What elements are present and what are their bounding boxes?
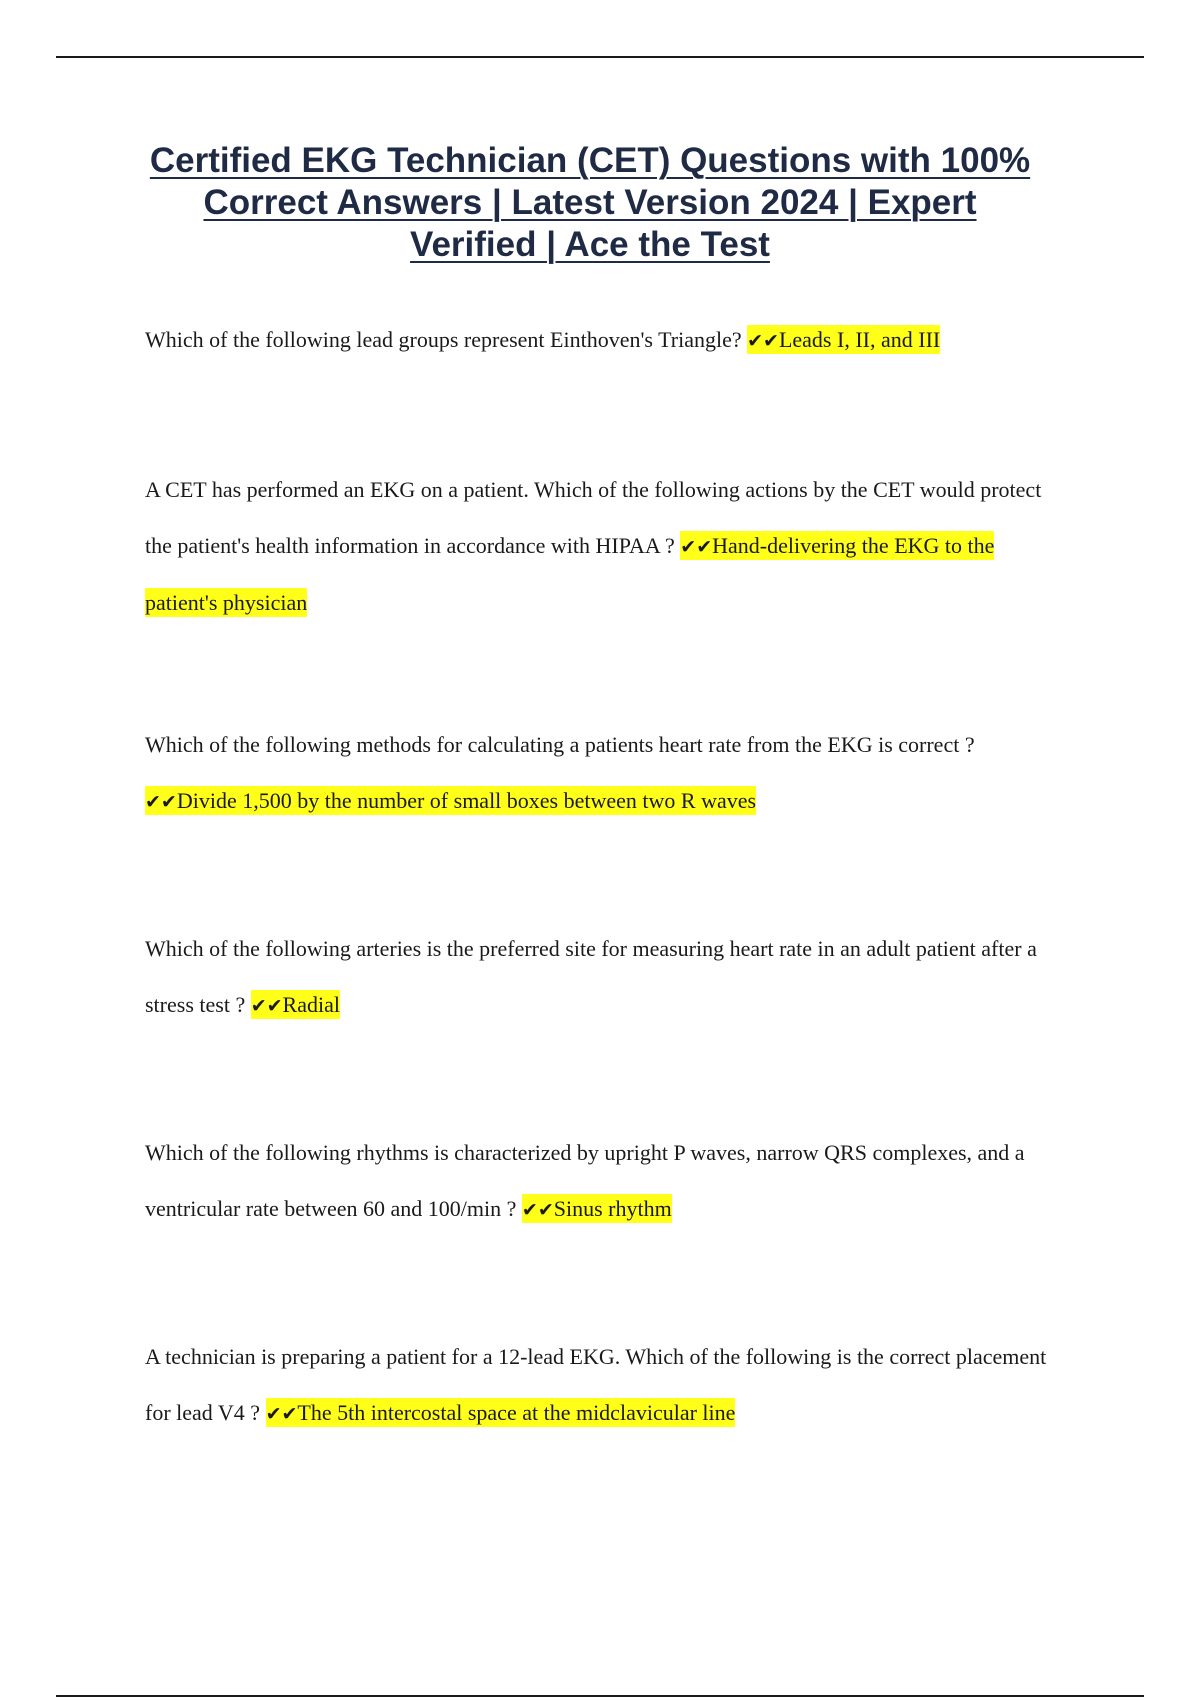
qa-item-6 (145, 1329, 1065, 1442)
qa-item-5 (145, 1125, 1065, 1238)
answer-text: Sinus rhythm (553, 1196, 672, 1221)
answer-highlight (145, 786, 756, 815)
question-text: Which of the following lead groups represent Einthoven's Triangle? (145, 327, 742, 352)
question-text: Which of the following rhythms is characterized by upright P waves, narrow QRS complexes, and a ventricular rate between 60 and 100/min ? (145, 1140, 1025, 1221)
document-title: Certified EKG Technician (CET) Questions with 100% Correct Answers | Latest Version 2024 | Expert Verified | Ace the Test (149, 141, 1031, 264)
check-icon: ✔✔ (747, 330, 779, 352)
answer-highlight (251, 990, 340, 1019)
qa-item-4 (145, 921, 1065, 1034)
answer-text: Radial (282, 992, 340, 1017)
check-icon: ✔✔ (521, 1199, 554, 1221)
answer-highlight (747, 325, 940, 354)
answer-highlight (266, 1398, 736, 1427)
question-text: A technician is preparing a patient for a 12-lead EKG. Which of the following is the correct placement for lead V4 ? (145, 1344, 1047, 1425)
top-rule (56, 56, 1144, 58)
check-icon: ✔✔ (250, 995, 283, 1017)
qa-item-3 (145, 717, 1065, 830)
bottom-rule (56, 1695, 1144, 1697)
check-icon: ✔✔ (145, 791, 177, 813)
qa-item-2 (145, 462, 1065, 631)
qa-item-1 (145, 312, 1065, 369)
question-text: A CET has performed an EKG on a patient. Which of the following actions by the CET would protect the patient's health information in accordance with HIPAA ? (145, 477, 1042, 558)
check-icon: ✔✔ (265, 1403, 298, 1425)
answer-text: Divide 1,500 by the number of small boxes between two R waves (176, 788, 757, 813)
answer-highlight (522, 1194, 672, 1223)
check-icon: ✔✔ (680, 536, 713, 558)
answer-text: The 5th intercostal space at the midclavicular line (297, 1400, 736, 1425)
question-text: Which of the following arteries is the preferred site for measuring heart rate in an adult patient after a stress test ? (145, 936, 1037, 1017)
answer-text: Hand-delivering the EKG to the patient's physician (145, 533, 995, 615)
answer-text: Leads I, II, and III (778, 327, 941, 352)
question-text: Which of the following methods for calculating a patients heart rate from the EKG is correct ? (145, 732, 975, 757)
